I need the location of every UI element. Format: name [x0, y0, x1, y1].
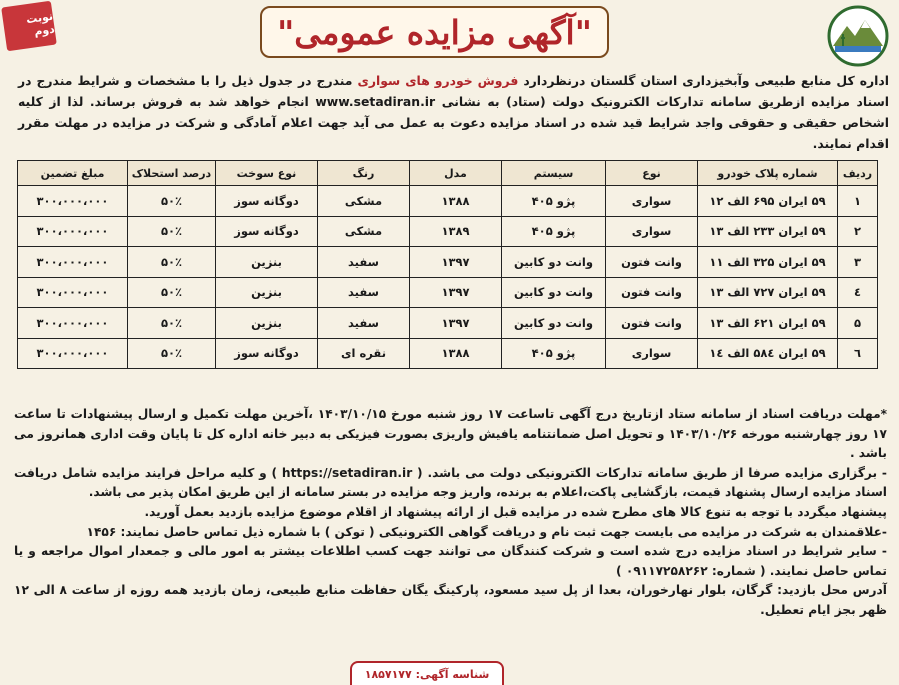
table-cell: بنزین — [216, 277, 318, 308]
table-cell: وانت دو کابین — [502, 277, 606, 308]
page-title: "آگهی مزایده عمومی" — [277, 12, 592, 52]
table-row — [18, 338, 878, 369]
table-cell: وانت فتون — [606, 308, 698, 339]
table-cell: ۳۰۰،۰۰۰،۰۰۰ — [18, 186, 128, 217]
table-cell: وانت دو کابین — [502, 308, 606, 339]
header-cell: درصد استحلاک — [128, 161, 216, 186]
table-cell: ۵۰٪ — [128, 186, 216, 217]
table-cell: سواری — [606, 216, 698, 247]
table-cell: بنزین — [216, 308, 318, 339]
table-cell: نقره ای — [318, 338, 410, 369]
table-cell: ۵۰٪ — [128, 277, 216, 308]
vehicle-table — [18, 160, 878, 369]
table-cell: وانت فتون — [606, 247, 698, 278]
table-cell: وانت دو کابین — [502, 247, 606, 278]
table-cell: ۱۳۹۷ — [410, 308, 502, 339]
table-cell: ۵۰٪ — [128, 338, 216, 369]
table-cell: ۵۰٪ — [128, 216, 216, 247]
ad-id-box: شناسه آگهی: ۱۸۵۷۱۷۷ — [350, 661, 504, 685]
table-cell: سفید — [318, 308, 410, 339]
table-cell: ۲ — [838, 216, 878, 247]
table-cell: سواری — [606, 186, 698, 217]
table-cell: ۳ — [838, 247, 878, 278]
table-cell: ۱۳۸۸ — [410, 186, 502, 217]
intro-paragraph — [18, 70, 889, 154]
table-cell: ۵۹ ایران ۲۳۳ الف ۱۳ — [698, 216, 838, 247]
table-row — [18, 308, 878, 339]
table-cell: دوگانه سوز — [216, 186, 318, 217]
conditions-text — [14, 405, 887, 621]
intro-part1: اداره کل منابع طبیعی وآبخیزداری استان گلستان درنظردارد — [518, 73, 889, 88]
table-cell: پژو ۴۰۵ — [502, 186, 606, 217]
intro-highlight: فروش خودرو های سواری — [357, 73, 519, 88]
table-cell: ۵۰٪ — [128, 247, 216, 278]
table-cell: ۵۹ ایران ۷۲۷ الف ۱۳ — [698, 277, 838, 308]
table-header-row — [18, 161, 878, 186]
inspection-paragraph: پیشنهاد میگردد با توجه به تنوع کالا های مطرح شده در مزایده قبل از ارائه پیشنهاد از اقلام موضوع مزایده بازدید بعمل آورید. — [144, 504, 887, 519]
header-cell: ردیف — [838, 161, 878, 186]
table-cell: ۳۰۰،۰۰۰،۰۰۰ — [18, 308, 128, 339]
table-row — [18, 247, 878, 278]
header-cell: رنگ — [318, 161, 410, 186]
table-cell: ۳۰۰،۰۰۰،۰۰۰ — [18, 338, 128, 369]
table-cell: ۵۹ ایران ۳۲۵ الف ۱۱ — [698, 247, 838, 278]
table-cell: ۱۳۹۷ — [410, 247, 502, 278]
header-cell: مبلغ تضمین — [18, 161, 128, 186]
table-row — [18, 186, 878, 217]
table-cell: وانت فتون — [606, 277, 698, 308]
header-cell: شماره پلاک خودرو — [698, 161, 838, 186]
table-cell: ۵۰٪ — [128, 308, 216, 339]
table-cell: دوگانه سوز — [216, 338, 318, 369]
intro-part2: مندرج در جدول ذیل را با مشخصات و شرایط مندرج در اسناد مزایده ازطریق سامانه تدارکات الکترونیک دولت (ستاد) به نشانی www.setadiran.ir انجام خواهد شد به فروش برساند. لذا از کلیه اشخاص حقیقی و حقوقی واجد شرایط قید شده در اسناد مزایده دعوت به عمل می آید جهت اعلام آمادگی و شرکت در مزایده در مهلت مقرر اقدام نمایند. — [18, 73, 889, 151]
table-cell: ۳۰۰،۰۰۰،۰۰۰ — [18, 216, 128, 247]
deadline-paragraph: *مهلت دریافت اسناد از سامانه ستاد ازتاریخ درج آگهی تاساعت ۱۷ روز شنبه مورخ ۱۴۰۳/۱۰/۱۵ ،آخرین مهلت تکمیل و ارسال پیشنهادات تا ساعت ۱۷ روز چهارشنبه مورخه ۱۴۰۳/۱۰/۲۶ و تحویل اصل ضمانتنامه یافیش واریزی بصورت فیزیکی به دبیر خانه اداره کل تا پایان وقت اداری همانروز می باشد . — [14, 407, 887, 461]
header-cell: سیستم — [502, 161, 606, 186]
other-conditions-paragraph: - سایر شرایط در اسناد مزایده درج شده است و شرکت کنندگان می توانند جهت کسب اطلاعات بیشتر به امور مالی و جمعدار اموال مراجعه و یا تماس حاصل نمایند. ( شماره: ۰۹۱۱۷۲۵۸۲۶۲ ) — [14, 544, 887, 578]
table-cell: ۵ — [838, 308, 878, 339]
table-cell: ٤ — [838, 277, 878, 308]
natural-resources-logo-icon — [823, 4, 893, 68]
table-cell: سفید — [318, 277, 410, 308]
table-cell: ٦ — [838, 338, 878, 369]
header — [0, 0, 899, 70]
table-cell: ۱۳۹۷ — [410, 277, 502, 308]
table-cell: ۱۳۸۸ — [410, 338, 502, 369]
header-cell: نوع — [606, 161, 698, 186]
table-cell: مشکی — [318, 216, 410, 247]
table-cell: بنزین — [216, 247, 318, 278]
table-cell: سفید — [318, 247, 410, 278]
table-row — [18, 216, 878, 247]
table-cell: پژو ۴۰۵ — [502, 338, 606, 369]
table-cell: ۵۹ ایران ۶۹۵ الف ۱۲ — [698, 186, 838, 217]
title-box — [260, 6, 609, 58]
table-cell: ۳۰۰،۰۰۰،۰۰۰ — [18, 247, 128, 278]
setad-paragraph: - برگزاری مزایده صرفا از طریق سامانه تدارکات الکترونیکی دولت می باشد. ( https://setadiran.ir ) و کلیه مراحل فرایند مزایده شامل دریافت اسناد مزایده ارسال پشنهاد قیمت، بازگشایی پاکت،اعلام به برنده، واریز وجه مزایده در بستر سامانه از این طریق امکان پذیر می باشد. — [14, 465, 887, 500]
table-cell: مشکی — [318, 186, 410, 217]
table-cell: ۱ — [838, 186, 878, 217]
table-cell: دوگانه سوز — [216, 216, 318, 247]
table-cell: ۵۹ ایران ۵۸٤ الف ۱٤ — [698, 338, 838, 369]
header-cell: نوع سوخت — [216, 161, 318, 186]
header-cell: مدل — [410, 161, 502, 186]
table-cell: سواری — [606, 338, 698, 369]
table-cell: ۱۳۸۹ — [410, 216, 502, 247]
table-cell: پژو ۴۰۵ — [502, 216, 606, 247]
second-round-badge: نوبت دوم — [1, 1, 57, 52]
table-row — [18, 277, 878, 308]
table-cell: ۵۹ ایران ۶۲۱ الف ۱۳ — [698, 308, 838, 339]
address-paragraph: آدرس محل بازدید: گرگان، بلوار نهارخوران، بعدا از پل سید مسعود، پارکینگ یگان حفاظت منابع طبیعی، زمان بازدید همه روزه از ساعت ۸ الی ۱۲ ظهر بجز ایام تعطیل. — [14, 583, 887, 617]
token-paragraph: -علاقمندان به شرکت در مزایده می بایست جهت ثبت نام و دریافت گواهی الکترونیکی ( توکن ) با شماره ذیل تماس حاصل نمایند: ۱۴۵۶ — [86, 524, 887, 539]
table-cell: ۳۰۰،۰۰۰،۰۰۰ — [18, 277, 128, 308]
